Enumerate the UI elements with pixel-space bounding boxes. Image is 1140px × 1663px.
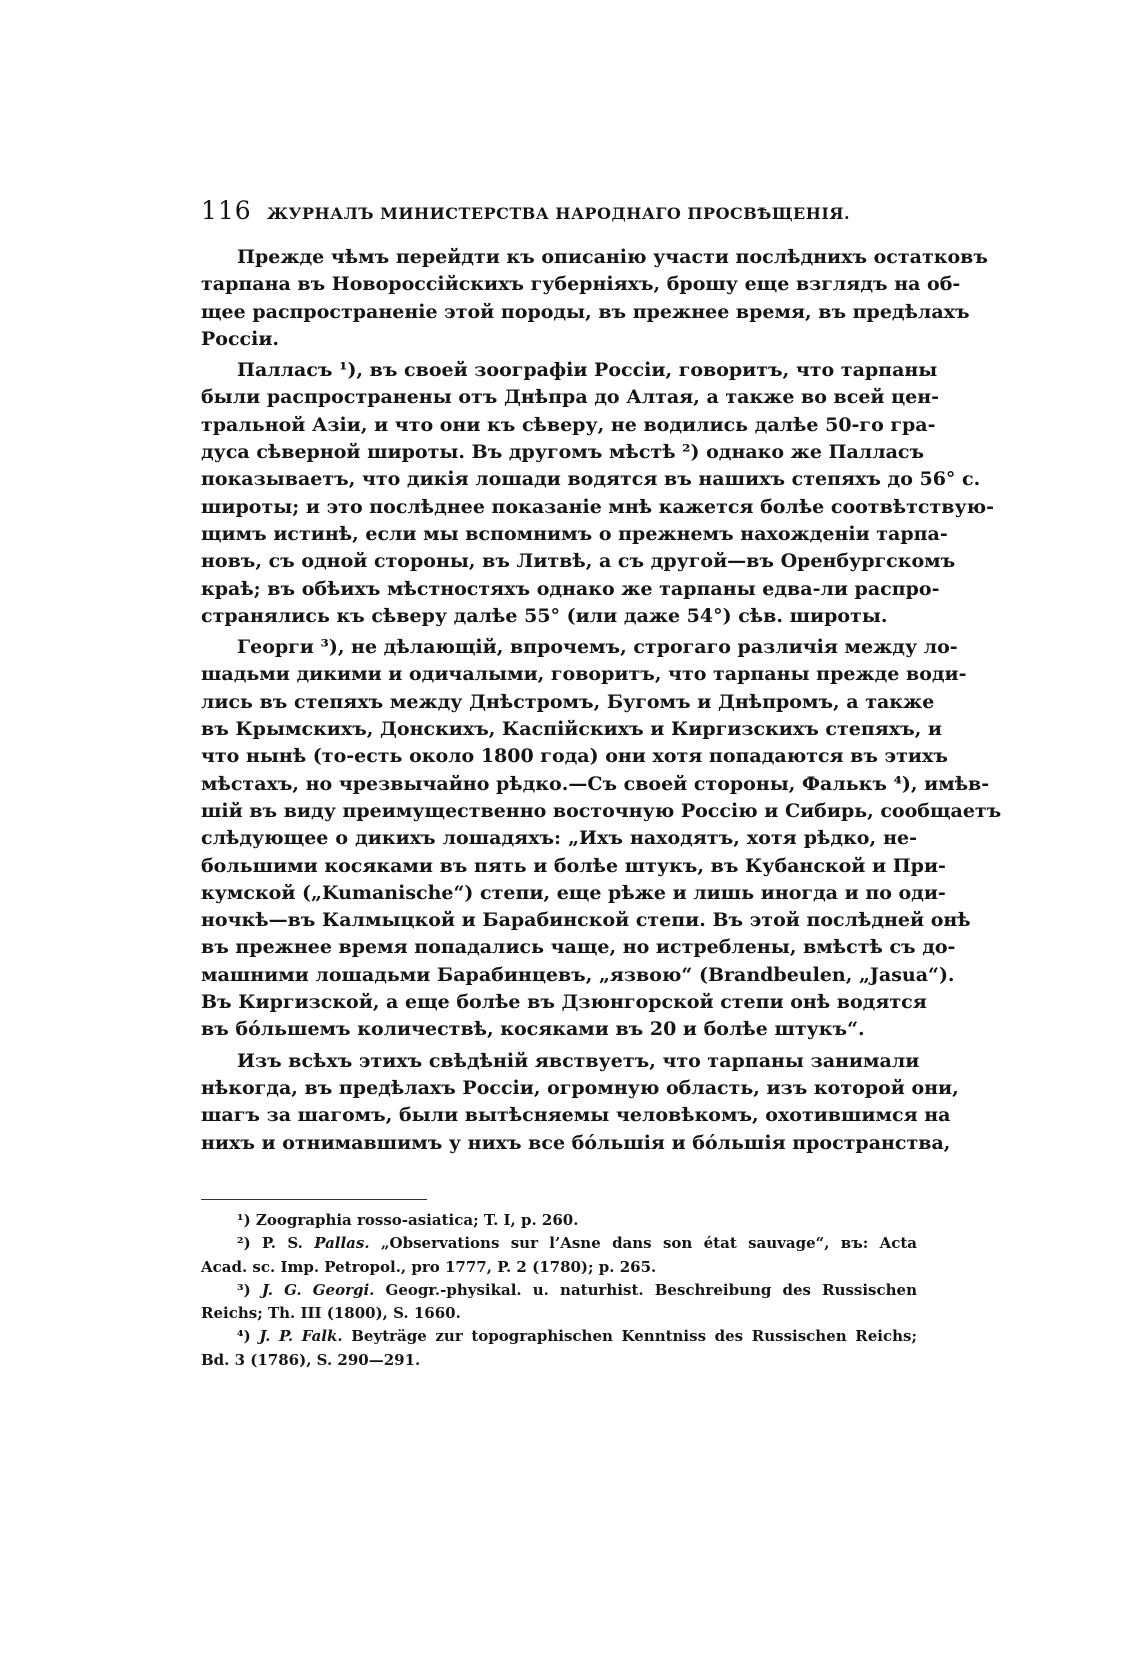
text-line: шагъ за шагомъ, были вытѣсняемы человѣкомъ, охотившимся на <box>201 1104 951 1127</box>
text-line: мѣстахъ, но чрезвычайно рѣдко.—Съ своей стороны, Фалькъ ⁴), имѣв- <box>201 772 990 795</box>
text-line: кумской („Kumanische“) степи, еще рѣже и лишь иногда и по оди- <box>201 881 946 904</box>
footnote-3-cont: Reichs; Th. III (1800), S. 1660. <box>201 1304 461 1323</box>
text-line: Палласъ ¹), въ своей зоографіи Россіи, говоритъ, что тарпаны <box>237 359 938 382</box>
text-line: дуса сѣверной широты. Въ другомъ мѣстѣ ²) однако же Палласъ <box>201 441 925 464</box>
footnote-3 <box>201 1279 917 1302</box>
footnote-author: J. P. Falk. <box>259 1327 343 1346</box>
footnote-4-cont: Bd. 3 (1786), S. 290—291. <box>201 1350 421 1369</box>
text-line: Георги ³), не дѣлающій, впрочемъ, строгаго различія между ло- <box>237 636 958 659</box>
text-line: ночкѣ—въ Калмыцкой и Барабинской степи. Въ этой послѣдней онѣ <box>201 909 971 932</box>
text-line: Прежде чѣмъ перейдти къ описанію участи послѣднихъ остатковъ <box>237 246 988 268</box>
text-line: въ Крымскихъ, Донскихъ, Каспійскихъ и Киргизскихъ степяхъ, и <box>201 718 943 741</box>
footnote-author: J. G. Georgi. <box>261 1280 375 1299</box>
text-line: слѣдующее о дикихъ лошадяхъ: „Ихъ находятъ, хотя рѣдко, не- <box>201 827 917 850</box>
text-line: Въ Киргизской, а еще болѣе въ Дзюнгорской степи онѣ водятся <box>201 991 927 1014</box>
text-line: Изъ всѣхъ этихъ свѣдѣній явствуетъ, что тарпаны занимали <box>237 1049 920 1072</box>
footnote-mark: ⁴) <box>237 1327 251 1346</box>
footnote-author: Pallas. <box>314 1234 370 1253</box>
text-line: въ бо́льшемъ количествѣ, косяками въ 20 и болѣе штукъ“. <box>201 1018 865 1041</box>
text-line: что нынѣ (то-есть около 1800 года) они хотя попадаются въ этихъ <box>201 745 948 768</box>
footnote-2-cont: Acad. sc. Imp. Petropol., pro 1777, P. 2 (1780); p. 265. <box>201 1257 657 1276</box>
text-line: странялись къ сѣверу далѣе 55° (или даже 54°) сѣв. широты. <box>201 604 888 627</box>
text-line: лись въ степяхъ между Днѣстромъ, Бугомъ и Днѣпромъ, а также <box>201 690 935 713</box>
text-line: машними лошадьми Барабинцевъ, „язвою“ (Brandbeulen, „Jasua“). <box>201 963 955 986</box>
text-line: щимъ истинѣ, если мы вспомнимъ о прежнемъ нахожденіи тарпа- <box>201 522 948 545</box>
footnote-4 <box>201 1325 917 1348</box>
text-line: въ прежнее время попадались чаще, но истреблены, вмѣстѣ съ до- <box>201 936 956 959</box>
footnote-mark: ²) P. S. <box>237 1234 303 1253</box>
text-line: широты; и это послѣднее показаніе мнѣ кажется болѣе соотвѣтствую- <box>201 495 994 518</box>
text-line: тральной Азіи, и что они къ сѣверу, не водились далѣе 50-го гра- <box>201 413 936 436</box>
text-line: большими косяками въ пять и болѣе штукъ, въ Кубанской и При- <box>201 854 946 877</box>
running-head: ЖУРНАЛЪ МИНИСТЕРСТВА НАРОДНАГО ПРОСВѢЩЕНІЯ. <box>267 204 851 223</box>
text-line: новъ, съ одной стороны, въ Литвѣ, а съ другой—въ Оренбургскомъ <box>201 550 956 573</box>
footnote-text: Geogr.-physikal. u. naturhist. Beschreibung des Russischen <box>385 1280 917 1299</box>
text-line: нѣкогда, въ предѣлахъ Россіи, огромную область, изъ которой они, <box>201 1076 959 1099</box>
text-line: шадьми дикими и одичалыми, говоритъ, что тарпаны прежде води- <box>201 663 967 686</box>
text-line: шій въ виду преимущественно восточную Россію и Сибирь, сообщаетъ <box>201 799 1002 822</box>
page-header <box>201 196 921 225</box>
footnote-text: Beyträge zur topographischen Kenntniss des Russischen Reichs; <box>351 1327 918 1346</box>
footnote-1: ¹) Zoographia rosso-asiatica; T. I, p. 260. <box>237 1211 579 1229</box>
footnote-2 <box>201 1232 917 1255</box>
footnote-mark: ³) <box>237 1280 251 1299</box>
text-line: были распространены отъ Днѣпра до Алтая, а также во всей цен- <box>201 386 940 409</box>
text-line: Россіи. <box>201 327 280 350</box>
text-line: краѣ; въ обѣихъ мѣстностяхъ однако же тарпаны едва-ли распро- <box>201 577 940 600</box>
body-text <box>201 244 1002 1157</box>
text-line: нихъ и отнимавшимъ у нихъ все бо́льшія и бо́льшія пространства, <box>201 1131 951 1154</box>
text-line: показываетъ, что дикія лошади водятся въ нашихъ степяхъ до 56° с. <box>201 468 981 491</box>
footnote-text: „Observations sur l’Asne dans son état sauvage“, въ: Acta <box>380 1234 917 1253</box>
page-number: 116 <box>201 196 252 225</box>
text-line: щее распространеніе этой породы, въ прежнее время, въ предѣлахъ <box>201 300 970 323</box>
text-line: тарпана въ Новороссійскихъ губерніяхъ, брошу еще взглядъ на об- <box>201 273 961 296</box>
footnotes <box>201 1209 917 1372</box>
footnote-separator <box>201 1199 427 1200</box>
